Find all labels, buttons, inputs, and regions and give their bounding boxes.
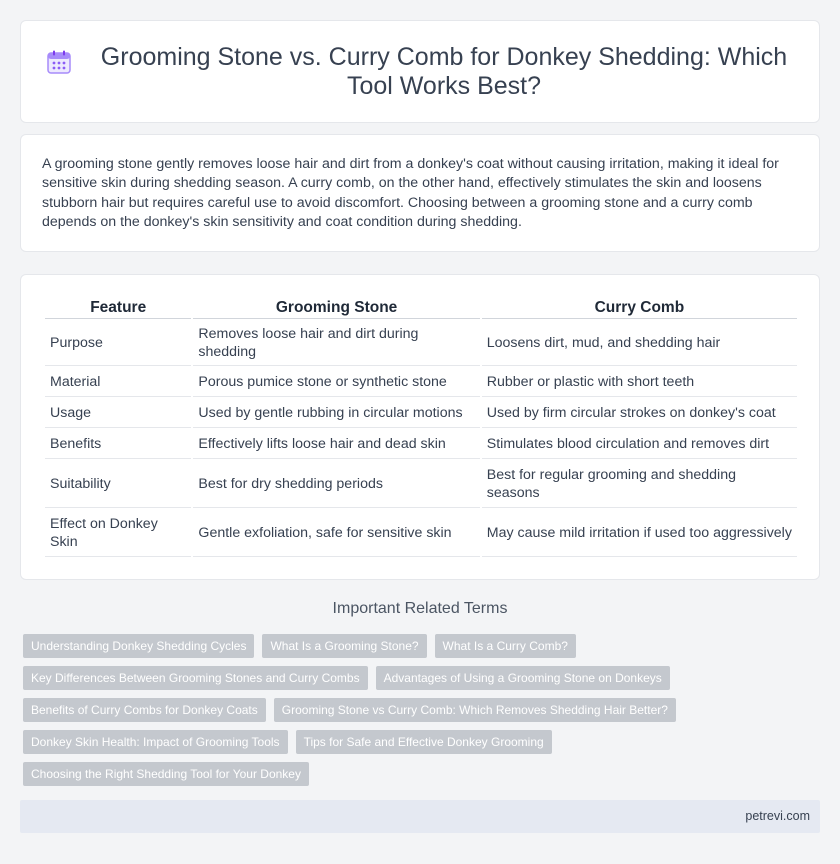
- cell-grooming-stone: Best for dry shedding periods: [193, 461, 479, 508]
- tag-row: [23, 698, 823, 722]
- intro-paragraph: A grooming stone gently removes loose hair and dirt from a donkey's coat without causing irritation, making it ideal for sensitive skin during shedding season. A curry comb, on the other hand, effectively stimulates the skin and loosens stubborn hair but requires careful use to avoid discomfort. Choosing between a grooming stone and a curry comb depends on the donkey's skin sensitivity and coat condition during shedding.: [42, 156, 779, 231]
- calendar-icon: [46, 49, 72, 75]
- table-row: [45, 368, 797, 397]
- related-term-link[interactable]: Benefits of Curry Combs for Donkey Coats: [23, 698, 266, 722]
- cell-curry-comb: Loosens dirt, mud, and shedding hair: [482, 321, 797, 366]
- cell-grooming-stone: Used by gentle rubbing in circular motions: [193, 399, 479, 428]
- related-term-link[interactable]: Tips for Safe and Effective Donkey Grooming: [296, 730, 552, 754]
- table-row: [45, 399, 797, 428]
- cell-grooming-stone: Effectively lifts loose hair and dead skin: [193, 430, 479, 459]
- footer-site-link[interactable]: petrevi.com: [745, 809, 810, 823]
- cell-grooming-stone: Porous pumice stone or synthetic stone: [193, 368, 479, 397]
- table-row: [45, 321, 797, 366]
- cell-feature: Purpose: [45, 321, 191, 366]
- tag-row: [23, 634, 823, 658]
- cell-curry-comb: Rubber or plastic with short teeth: [482, 368, 797, 397]
- cell-feature: Usage: [45, 399, 191, 428]
- table-header-row: [45, 297, 797, 319]
- table-row: [45, 461, 797, 508]
- cell-feature: Suitability: [45, 461, 191, 508]
- related-term-link[interactable]: Key Differences Between Grooming Stones and Curry Combs: [23, 666, 368, 690]
- page-title: Grooming Stone vs. Curry Comb for Donkey Shedding: Which Tool Works Best?: [100, 42, 788, 100]
- comparison-card: [20, 274, 820, 580]
- column-header-grooming-stone: Grooming Stone: [193, 297, 479, 319]
- comparison-table: [43, 295, 799, 559]
- footer: [20, 800, 820, 833]
- header-card: [20, 20, 820, 123]
- related-terms-list: [23, 634, 823, 794]
- tag-row: [23, 666, 823, 690]
- column-header-feature: Feature: [45, 297, 191, 319]
- related-term-link[interactable]: Understanding Donkey Shedding Cycles: [23, 634, 254, 658]
- related-term-link[interactable]: Donkey Skin Health: Impact of Grooming Tools: [23, 730, 288, 754]
- table-row: [45, 510, 797, 557]
- cell-curry-comb: May cause mild irritation if used too aggressively: [482, 510, 797, 557]
- cell-feature: Material: [45, 368, 191, 397]
- related-term-link[interactable]: What Is a Curry Comb?: [435, 634, 576, 658]
- related-term-link[interactable]: What Is a Grooming Stone?: [262, 634, 426, 658]
- related-terms-heading: Important Related Terms: [332, 600, 508, 617]
- cell-curry-comb: Best for regular grooming and shedding seasons: [482, 461, 797, 508]
- tag-row: [23, 730, 823, 754]
- cell-feature: Benefits: [45, 430, 191, 459]
- related-term-link[interactable]: Choosing the Right Shedding Tool for Your Donkey: [23, 762, 309, 786]
- cell-feature: Effect on Donkey Skin: [45, 510, 191, 557]
- tag-row: [23, 762, 823, 786]
- cell-grooming-stone: Removes loose hair and dirt during shedding: [193, 321, 479, 366]
- cell-curry-comb: Used by firm circular strokes on donkey's coat: [482, 399, 797, 428]
- cell-grooming-stone: Gentle exfoliation, safe for sensitive skin: [193, 510, 479, 557]
- title-wrap: [40, 43, 800, 101]
- related-term-link[interactable]: Grooming Stone vs Curry Comb: Which Removes Shedding Hair Better?: [274, 698, 676, 722]
- table-row: [45, 430, 797, 459]
- column-header-curry-comb: Curry Comb: [482, 297, 797, 319]
- related-term-link[interactable]: Advantages of Using a Grooming Stone on Donkeys: [376, 666, 670, 690]
- intro-card: [20, 134, 820, 252]
- cell-curry-comb: Stimulates blood circulation and removes dirt: [482, 430, 797, 459]
